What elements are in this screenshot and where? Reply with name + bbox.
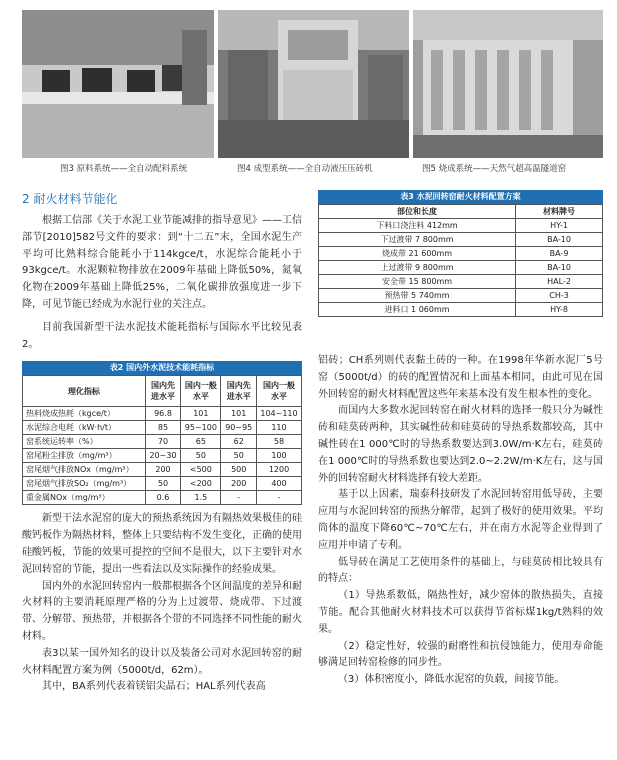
table-cell: 50 [221,449,257,463]
table-cell: HY-8 [516,303,603,317]
paragraph: 而国内大多数水泥回转窑在耐火材料的选择一般只分为碱性砖和硅莫砖两种，其实碱性砖和硅莫砖的导热系数都较高，其中碱性砖在1 000℃时的导热系数要达到3.0W/m·K左右，硅莫砖在1 000℃时的导热系数也要达到2.0~2.2W/m·K左右，这与国外的回转窑耐火材料选择有较大差距。 [318,405,603,484]
photo-raw-material-system [22,10,214,158]
table-cell: 58 [256,435,301,449]
paragraph: 根据工信部《关于水泥工业节能减排的指导意见》——工信部节[2010]582号文件的要求：到“十二五”末，全国水泥生产平均可比熟料综合能耗小于114kgce/t，水泥综合能耗小于93kgce/t。水泥颗粒物排放在2009年基础上降低50%，氮氧化物在2009年基础上降低25%，二氧化碳排放强度进一步下降，可见节能已经成为水泥行业的关注点。 [22,215,302,310]
paragraph: 国内外的水泥回转窑内一般都根据各个区间温度的差异和耐火材料的主要消耗原理严格的分为上过渡带、烧成带、下过渡带、分解带、预热带，并根据各个带的不同选择不同性能的耐火材料。 [22,580,302,642]
paragraph: 其中，BA系列代表着镁铝尖晶石；HAL系列代表高 [42,681,266,693]
table-header: 国内先进水平 [221,376,257,407]
table-cell: BA-10 [516,233,603,247]
table-cell: 热料烧成热耗（kgce/t） [23,407,146,421]
table-header: 部位和长度 [319,205,516,219]
table-cell: 进料口 1 060mm [319,303,516,317]
paragraph: （2）稳定性好，较强的耐磨性和抗侵蚀能力，使用寿命能够满足回转窑检修的同步性。 [318,640,603,669]
table-row [23,435,302,449]
table-cell: 预热带 5 740mm [319,289,516,303]
photo-caption: 图4 成型系统——全自动液压压砖机 [237,164,373,174]
table-row [319,261,603,275]
photo-caption: 图5 烧成系统——天然气超高温隧道窑 [422,164,567,174]
table-cell: 104~110 [256,407,301,421]
table-header: 国内一般水平 [181,376,221,407]
table-cell: 100 [256,449,301,463]
table-row [23,407,302,421]
table-cell: 65 [181,435,221,449]
table-title: 表2 国内外水泥技术能耗指标 [22,361,302,375]
paragraph: 目前我国新型干法水泥技术能耗指标与国际水平比较见表2。 [22,321,302,350]
table-cell: HAL-2 [516,275,603,289]
table-cell: 窑尾烟气排放SO₂（mg/m³） [23,477,146,491]
table-cell: 90~95 [221,421,257,435]
table-header: 国内先进水平 [145,376,181,407]
table-row [23,463,302,477]
left-column [22,190,302,696]
right-column [318,190,603,689]
section-title: 2 耐火材料节能化 [22,192,118,206]
table-cell: 95~100 [181,421,221,435]
photo-hydraulic-press [218,10,409,158]
table-row [319,303,603,317]
table-cell: 70 [145,435,181,449]
table-cell: 101 [181,407,221,421]
paragraph: 表3以某一国外知名的设计以及装备公司对水泥回转窑的耐火材料配置方案为例（5000t/d，62m）。 [22,647,302,676]
table-cell: 窑尾烟气排放NOx（mg/m³） [23,463,146,477]
table-row [319,247,603,261]
table-cell: BA-9 [516,247,603,261]
table-header: 材料牌号 [516,205,603,219]
table-cell: - [221,491,257,505]
paragraph: （1）导热系数低，隔热性好，减少窑体的散热损失，直接节能。配合其他耐火材料技术可以获得节省标煤1kg/t熟料的效果。 [318,590,603,635]
photo-caption: 图3 原料系统——全自动配料系统 [60,164,188,174]
table-row [319,219,603,233]
table-cell: 0.6 [145,491,181,505]
table-cell: 窑系统运转率（%） [23,435,146,449]
table-cell: <500 [181,463,221,477]
table-cell: 50 [145,477,181,491]
table-cell: CH-3 [516,289,603,303]
table-cell: 110 [256,421,301,435]
table-cell: 200 [145,463,181,477]
paragraph: 铝砖；CH系列则代表黏土砖的一种。在1998年华新水泥厂5号窑（5000t/d）的砖的配置情况和上面基本相同，由此可见在国外回转窑的耐火材料配置这些年来基本没有发生根本性的变化。 [318,355,603,400]
table-3 [318,190,603,317]
table-header: 国内一般水平 [256,376,301,407]
table-cell: 下过渡带 7 800mm [319,233,516,247]
table-cell: 400 [256,477,301,491]
table-cell: 1200 [256,463,301,477]
table-2 [22,361,302,505]
table-cell: BA-10 [516,261,603,275]
table-cell: 窑尾粉尘排放（mg/m³） [23,449,146,463]
table-cell: HY-1 [516,219,603,233]
paragraph: （3）体积密度小，降低水泥窑的负载，间接节能。 [338,674,565,686]
table-cell: <200 [181,477,221,491]
table-row [23,477,302,491]
paragraph: 低导砖在满足工艺使用条件的基础上，与硅莫砖相比较具有的特点： [318,556,603,585]
table-row [23,421,302,435]
table-row [319,289,603,303]
table-cell: 安全带 15 800mm [319,275,516,289]
table-cell: 85 [145,421,181,435]
table-row [23,449,302,463]
table-title: 表3 水泥回转窑耐火材料配置方案 [318,190,603,204]
paragraph: 基于以上因素，瑞泰科技研发了水泥回转窑用低导砖，主要应用与水泥回转窑的预热分解带，起到了极好的使用效果。平均筒体的温度下降60℃~70℃左右，并在南方水泥等企业得到了应用并申请了专利。 [318,489,603,551]
table-cell: 烧成带 21 600mm [319,247,516,261]
table-row [319,275,603,289]
table-cell: - [256,491,301,505]
table-cell: 下料口浇注料 412mm [319,219,516,233]
table-cell: 重金属NOx（mg/m³） [23,491,146,505]
table-cell: 96.8 [145,407,181,421]
table-cell: 62 [221,435,257,449]
table-cell: 50 [181,449,221,463]
photo-tunnel-kiln [413,10,603,158]
table-cell: 101 [221,407,257,421]
table-cell: 20~30 [145,449,181,463]
table-row [23,491,302,505]
paragraph: 新型干法水泥窑的庞大的预热系统因为有隔热效果极佳的硅酸钙板作为隔热材料，整体上只要结构不发生变化，正确的使用硅酸钙板，节能的效果可提控的空间不是很大，以下主要针对水泥回转窑的节能，提出一些看法以及实际操作的经验成果。 [22,513,302,575]
table-cell: 水泥综合电耗（kW·h/t） [23,421,146,435]
table-header: 理化指标 [23,376,146,407]
table-row [319,233,603,247]
table-cell: 200 [221,477,257,491]
table-cell: 1.5 [181,491,221,505]
table-cell: 上过渡带 9 800mm [319,261,516,275]
table-cell: 500 [221,463,257,477]
